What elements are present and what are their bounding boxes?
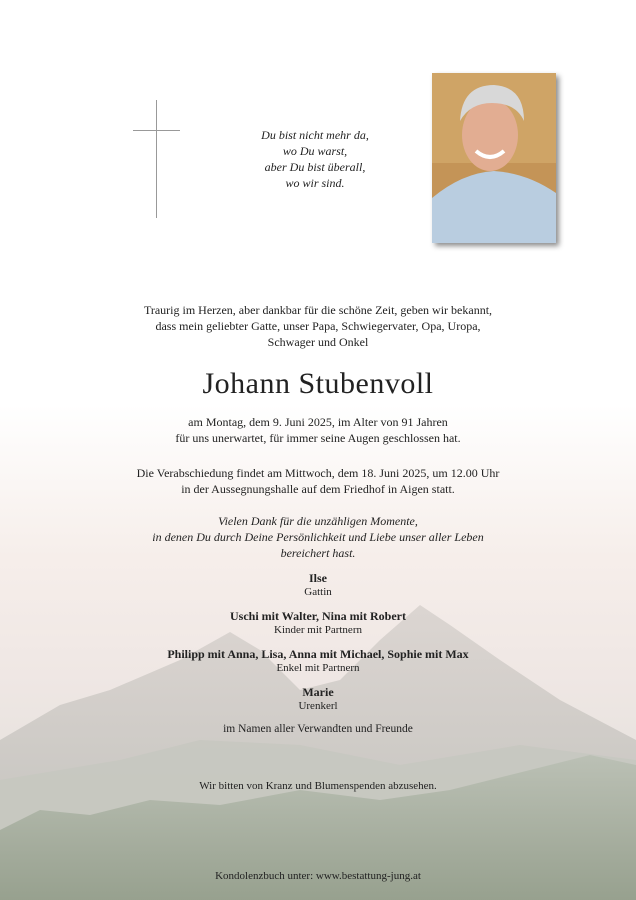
farewell-info — [0, 465, 636, 497]
mourner-names: Philipp mit Anna, Lisa, Anna mit Michael, Sophie mit Max — [167, 647, 469, 661]
death-line: für uns unerwartet, für immer seine Augen geschlossen hat. — [175, 431, 461, 445]
farewell-line: Die Verabschiedung findet am Mittwoch, dem 18. Juni 2025, um 12.00 Uhr — [136, 466, 500, 480]
cross-vertical — [156, 100, 157, 218]
guestbook-link[interactable]: Kondolenzbuch unter: www.bestattung-jung.at — [215, 870, 421, 882]
memorial-verse — [230, 127, 400, 191]
mourner-relation: Kinder mit Partnern — [274, 624, 362, 636]
verse-line: wo Du warst, — [282, 144, 348, 158]
mourner-names: Uschi mit Walter, Nina mit Robert — [230, 609, 406, 623]
mourner-group — [0, 685, 636, 713]
thanks-line: bereichert hast. — [280, 546, 356, 560]
death-notice — [0, 414, 636, 446]
mourner-group — [0, 571, 636, 599]
thanks-text — [0, 513, 636, 561]
intro-line: Traurig im Herzen, aber dankbar für die schöne Zeit, geben wir bekannt, — [143, 303, 493, 317]
mourner-relation: Urenkerl — [298, 700, 338, 712]
deceased-name: Johann Stubenvoll — [202, 367, 434, 400]
mourner-group — [0, 647, 636, 675]
flower-request: Wir bitten von Kranz und Blumenspenden abzusehen. — [199, 780, 437, 792]
death-line: am Montag, dem 9. Juni 2025, im Alter von 91 Jahren — [188, 415, 448, 429]
mourner-relation: Gattin — [304, 586, 332, 598]
thanks-line: Vielen Dank für die unzähligen Momente, — [218, 514, 418, 528]
cross-horizontal — [133, 130, 180, 131]
mourner-names: Marie — [302, 685, 334, 699]
intro-line: dass mein geliebter Gatte, unser Papa, Schwiegervater, Opa, Uropa, — [155, 319, 481, 333]
relatives-line: im Namen aller Verwandten und Freunde — [223, 723, 413, 735]
verse-line: aber Du bist überall, — [264, 160, 366, 174]
mourner-relation: Enkel mit Partnern — [276, 662, 360, 674]
mourner-names: Ilse — [309, 571, 327, 585]
intro-text — [0, 302, 636, 350]
intro-line: Schwager und Onkel — [267, 335, 369, 349]
portrait-photo — [432, 73, 556, 243]
verse-line: wo wir sind. — [285, 176, 345, 190]
mourner-group — [0, 609, 636, 637]
verse-line: Du bist nicht mehr da, — [261, 128, 369, 142]
thanks-line: in denen Du durch Deine Persönlichkeit und Liebe unser aller Leben — [152, 530, 484, 544]
farewell-line: in der Aussegnungshalle auf dem Friedhof in Aigen statt. — [181, 482, 455, 496]
